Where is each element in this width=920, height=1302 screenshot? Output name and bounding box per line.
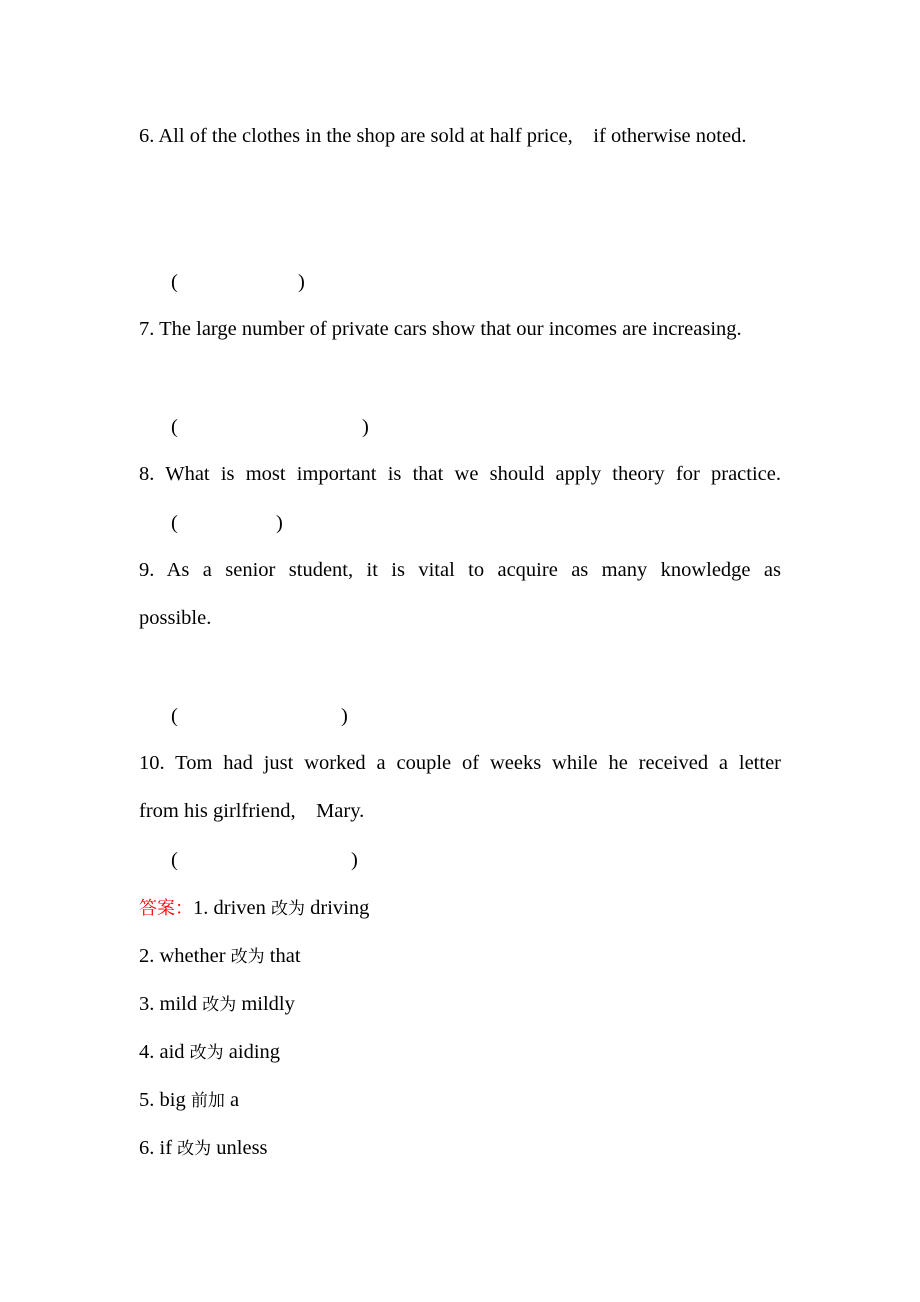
answer-blank-9-open: ( [171, 705, 178, 727]
answer-5-change: 前加 [190, 1091, 225, 1111]
answer-blank-10-open: ( [171, 849, 178, 871]
answer-blank-9-close: ) [341, 705, 348, 727]
answer-blank-7-open: ( [171, 416, 178, 438]
answer-4-word: 4. aid [139, 1041, 190, 1063]
answer-line-5 [139, 1087, 239, 1114]
answer-line-4 [139, 1039, 280, 1066]
question-6-text: 6. All of the clothes in the shop are sold at half price, if otherwise noted. [139, 125, 747, 147]
answer-blank-6-open: ( [171, 271, 178, 293]
question-8-text: 8. What is most important is that we should apply theory for practice. [139, 463, 781, 485]
answer-5-word: 5. big [139, 1089, 191, 1111]
question-10-text-line2: from his girlfriend, Mary. [139, 800, 365, 822]
question-9-text-line2: possible. [139, 607, 212, 629]
answer-line-1 [139, 895, 369, 922]
answer-blank-8-open: ( [171, 512, 178, 534]
answer-1-correction: driving [305, 897, 370, 919]
answer-3-word: 3. mild [139, 993, 203, 1015]
answer-2-change: 改为 [230, 947, 265, 967]
answer-6-change: 改为 [177, 1139, 212, 1159]
answer-5-correction: a [224, 1089, 240, 1111]
answer-blank-10-close: ) [351, 849, 358, 871]
answer-1-word: 1. driven [193, 897, 271, 919]
answer-label: 答案： [139, 898, 193, 919]
answer-4-change: 改为 [189, 1043, 224, 1063]
answer-blank-8-close: ) [276, 512, 283, 534]
question-9-text-line1: 9. As a senior student, it is vital to acquire as many knowledge as [139, 559, 781, 581]
answer-1-change: 改为 [271, 899, 305, 919]
answer-line-2 [139, 943, 301, 970]
answer-2-word: 2. whether [139, 945, 231, 967]
answer-2-correction: that [264, 945, 301, 967]
answer-6-word: 6. if [139, 1137, 178, 1159]
answer-6-correction: unless [211, 1137, 268, 1159]
answer-3-change: 改为 [202, 995, 237, 1015]
answer-blank-7-close: ) [362, 416, 369, 438]
answer-4-correction: aiding [223, 1041, 281, 1063]
answer-line-3 [139, 991, 295, 1018]
answer-line-6 [139, 1135, 268, 1162]
answer-blank-6-close: ) [298, 271, 305, 293]
answer-3-correction: mildly [236, 993, 295, 1015]
question-7-text: 7. The large number of private cars show that our incomes are increasing. [139, 318, 742, 340]
question-10-text-line1: 10. Tom had just worked a couple of weeks while he received a letter [139, 752, 781, 774]
